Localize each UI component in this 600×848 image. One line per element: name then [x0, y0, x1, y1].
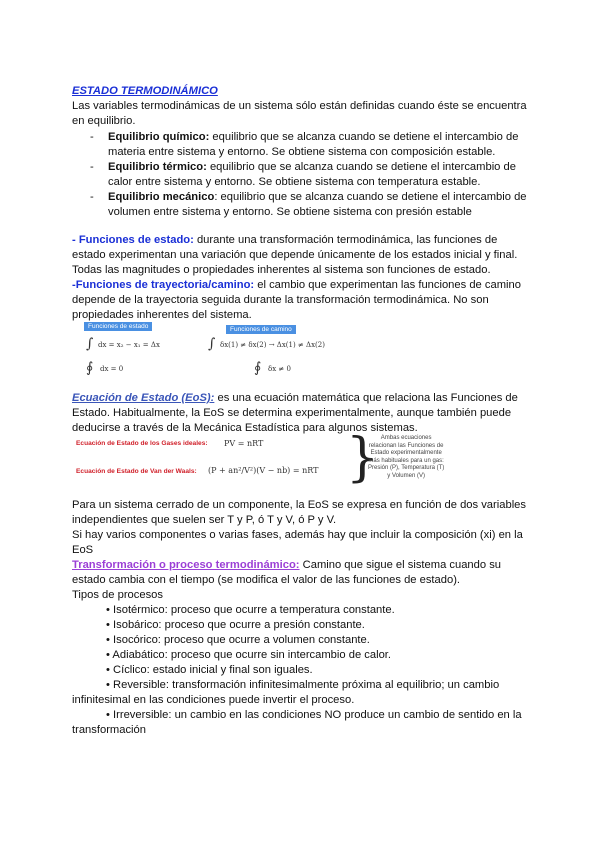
process-reversible: • Reversible: transformación infinitesimalmente próxima al equilibrio; un cambio — [106, 679, 500, 691]
transformation-definition: Transformación o proceso termodinámico: Camino que sigue el sistema cuando su — [72, 559, 502, 571]
path-equation-1: δx(1) ≠ δx(2) → Δx(1) ≠ Δx(2) — [220, 341, 325, 349]
list-dash: - — [90, 131, 94, 143]
process-isochoric: • Isocórico: proceso que ocurre a volumen constante. — [106, 634, 370, 646]
path-functions-tag: Funciones de camino — [226, 325, 296, 334]
process-adiabatic: • Adiabático: proceso que ocurre sin intercambio de calor. — [106, 649, 392, 661]
path-functions-line-2: depende de la trayectoria seguida durante la transformación termodinámica. No son — [72, 294, 489, 306]
list-dash: - — [90, 161, 94, 173]
path-functions-line-3: propiedades inherentes del sistema. — [72, 309, 252, 321]
process-irreversible: • Irreversible: un cambio en las condiciones NO produce un cambio de sentido en la — [106, 709, 522, 721]
process-reversible-cont: infinitesimal en las condiciones puede invertir el proceso. — [72, 694, 355, 706]
eos-definition: Ecuación de Estado (EoS): es una ecuación matemática que relaciona las Funciones de — [72, 392, 518, 404]
integral-icon: ∫ — [208, 336, 216, 352]
curly-brace-icon: } — [346, 428, 380, 488]
equilibrium-chemical: Equilibrio químico: equilibrio que se alcanza cuando se detiene el intercambio de — [108, 131, 519, 143]
functions-figure — [84, 321, 342, 385]
state-functions-line-2: estado experimentan una variación que depende únicamente de los estados inicial y final. — [72, 249, 518, 261]
path-functions: -Funciones de trayectoria/camino: el cambio que experimentan las funciones de camino — [72, 279, 521, 291]
path-equation-2: δx ≠ 0 — [268, 365, 291, 373]
closed-system-line-3: Si hay varios componentes o varias fases, además hay que incluir la composición (xi) en la — [72, 529, 523, 541]
closed-system-line-4: EoS — [72, 544, 94, 556]
process-cyclic: • Cíclico: estado inicial y final son iguales. — [106, 664, 313, 676]
ideal-gas-label: Ecuación de Estado de los Gases ideales: — [76, 440, 208, 447]
section-heading: ESTADO TERMODINÁMICO — [72, 85, 218, 97]
van-der-waals-equation: (P + an²/V²)(V − nb) = nRT — [208, 466, 319, 475]
intro-line-1: Las variables termodinámicas de un sistema sólo están definidas cuando éste se encuentra — [72, 100, 527, 112]
equilibrium-mechanical-cont: volumen entre sistema y entorno. Se obtiene sistema con presión estable — [108, 206, 472, 218]
cyclic-integral-icon: ∮ — [86, 360, 94, 376]
integral-icon: ∫ — [86, 336, 94, 352]
equilibrium-thermal-cont: calor entre sistema y entorno. Se obtiene sistema con temperatura estable. — [108, 176, 481, 188]
eos-line-3: deducirse a través de la Mecánica Estadística para algunos sistemas. — [72, 422, 418, 434]
eos-line-2: Estado. Habitualmente, la EoS se determina experimentalmente, aunque también puede — [72, 407, 512, 419]
ideal-gas-equation: PV = nRT — [224, 439, 264, 448]
van-der-waals-label: Ecuación de Estado de Van der Waals: — [76, 468, 197, 475]
closed-system-line-2: independientes que suelen ser T y P, ó T y V, ó P y V. — [72, 514, 337, 526]
process-isobaric: • Isobárico: proceso que ocurre a presión constante. — [106, 619, 365, 631]
transformation-line-2: estado cambia con el tiempo (se modifica el valor de las funciones de estado). — [72, 574, 461, 586]
process-isothermal: • Isotérmico: proceso que ocurre a temperatura constante. — [106, 604, 395, 616]
intro-line-2: en equilibrio. — [72, 115, 136, 127]
state-functions-line-3: Todas las magnitudes o propiedades inherentes al sistema son funciones de estado. — [72, 264, 491, 276]
equilibrium-chemical-cont: materia entre sistema y entorno. Se obtiene sistema con composición estable. — [108, 146, 496, 158]
state-equation-1: dx = x₂ − x₁ = Δx — [98, 341, 160, 349]
state-equation-2: dx = 0 — [100, 365, 124, 373]
state-functions-tag: Funciones de estado — [84, 322, 152, 331]
list-dash: - — [90, 191, 94, 203]
cyclic-integral-icon: ∮ — [254, 360, 262, 376]
process-irreversible-cont: transformación — [72, 724, 146, 736]
figure-note: Ambas ecuaciones relacionan las Funciones de Estado experimentalmente más habituales para un gas: Presión (P), Temperatura (T) y Volumen (V) — [368, 435, 445, 479]
equilibrium-mechanical: Equilibrio mecánico: equilibrio que se alcanza cuando se detiene el intercambio de — [108, 191, 527, 203]
process-types-title: Tipos de procesos — [72, 589, 163, 601]
state-functions: - Funciones de estado: durante una transformación termodinámica, las funciones de — [72, 234, 498, 246]
equilibrium-thermal: Equilibrio térmico: equilibrio que se alcanza cuando se detiene el intercambio de — [108, 161, 516, 173]
closed-system-line-1: Para un sistema cerrado de un componente, la EoS se expresa en función de dos variables — [72, 499, 526, 511]
